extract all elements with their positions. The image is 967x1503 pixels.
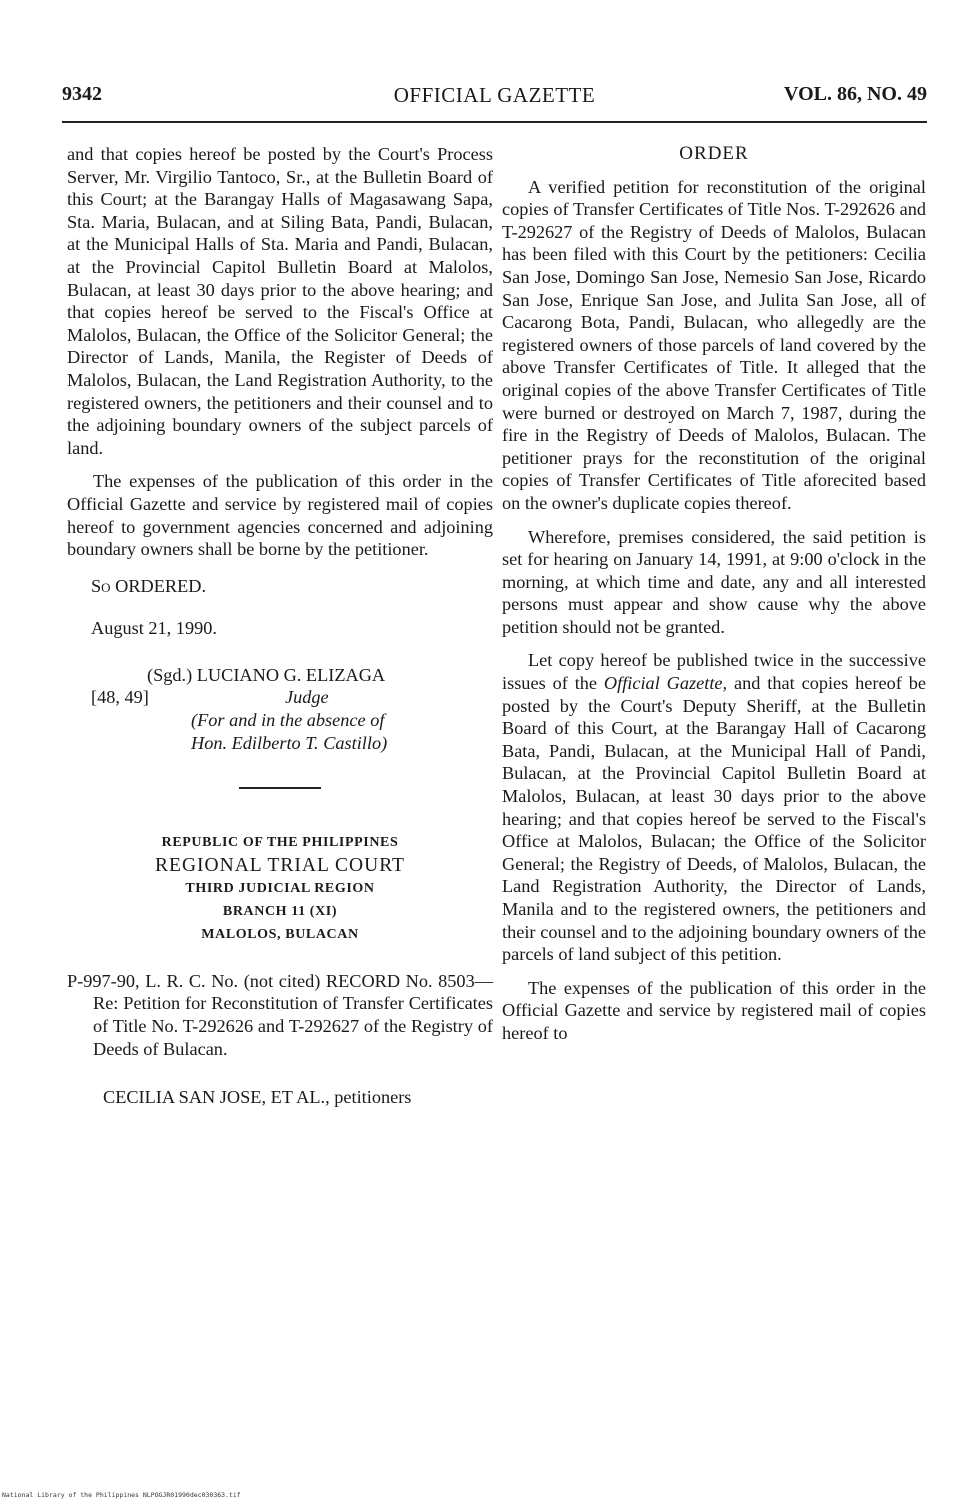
court-name: REGIONAL TRIAL COURT [155, 854, 405, 876]
signatory-title: Judge [285, 686, 329, 707]
page-number: 9342 [62, 83, 102, 105]
right-paragraph-3-start: Let copy hereof be published twice in the successive issues of the [502, 650, 926, 694]
court-region: THIRD JUDICIAL REGION [185, 880, 375, 896]
issue-refs: [48, 49] [91, 686, 149, 707]
right-paragraph-3-end: and that copies hereof be posted by the Court's Deputy Sheriff, at the Bulletin Board of this Court, at the Barangay Hall of Cacarong Bata, Pandi, Bulacan, at the Municipal Hall of Pandi, Bulacan, at the Provincial Capitol Bulletin Board at Malolos, Bulacan, at least 30 days prior to the above hearing; and that copies hereof be served to the Fiscal's Office at Malolos, Bulacan; the Office of the Solicitor General; the Registry of Deeds, of Malolos, Bulacan, the Land Registration Authority, the Director of Lands, Manila and to the registered owners, the petitioners and their counsel and to the adjoining boundary owners of the parcels of land subject of this petition. [502, 673, 927, 965]
case-caption [67, 970, 493, 1060]
case-parties [67, 1086, 493, 1109]
so-ordered: So ORDERED. [91, 575, 207, 596]
left-paragraph-1: and that copies hereof be posted by the Court's Process Server, Mr. Virgilio Tantoco, Sr., at the Bulletin Board of this Court; at the Barangay Halls of Magasawang Sapa, Sta. Maria, Bulacan, and at Siling Bata, Pandi, Bulacan, at the Municipal Halls of Sta. Maria and Pandi, Bulacan, at the Provincial Capitol Bulletin Board at Malolos, Bulacan, at least 30 days prior to the above hearing; and that copies hereof be served to the Fiscal's Office at Malolos, Bulacan, the Office of the Solicitor General; the Director of Lands, Manila, the Register of Deeds of Malolos, Bulacan, the Land Registration Authority, to the registered owners, the petitioners and their counsel and to the adjoining boundary owners of the subject parcels of land. [67, 144, 493, 458]
case-title: —Re: Petition for Reconstitution of Transfer Certificates of Title No. T-292626 and T-292627 of the Registry of Deeds of Bulacan. [93, 970, 493, 1059]
right-paragraph-2: Wherefore, premises considered, the said petition is set for hearing on January 14, 1991, at 9:00 o'clock in the morning, at which time and date, any and all interested persons must appear and show cause why the above petition should not be granted. [502, 526, 926, 637]
right-paragraph-4: The expenses of the publication of this order in the Official Gazette and service by registered mail of copies hereof to [502, 977, 926, 1043]
right-paragraph-3 [502, 649, 926, 965]
right-column [502, 143, 926, 1056]
left-paragraph-2: The expenses of the publication of this order in the Official Gazette and service by registered mail of copies hereof to government agencies concerned and adjoining boundary owners shall be borne by the petitioner. [67, 471, 493, 560]
header-rule [62, 121, 927, 123]
gazette-name-italic: Official Gazette, [603, 673, 728, 694]
issue-reference: VOL. 86, NO. 49 [784, 83, 927, 105]
right-paragraph-1: A verified petition for reconstitution of the original copies of Transfer Certificates of Title Nos. T-292626 and T-292627 of the Registry of Deeds of Malolos, Bulacan has been filed with this Court by the petitioners: Cecilia San Jose, Domingo San Jose, Nemesio San Jose, Ricardo San Jose, Enrique San Jose, and Julita San Jose, all of Cacarong Bota, Pandi, Bulacan, who allegedly are the registered owners of those parcels of land covered by the above Transfer Certificates of Title. It alleged that the original copies of the above Transfer Certificates of Title were burned or destroyed on March 7, 1987, during the fire in the Registry of Deeds of Malolos, Bulacan. The petitioner prays for the reconstitution of the original copies of Transfer Certificates of Title aforecited based on the owner's duplicate copies thereof. [502, 176, 926, 513]
court-republic: REPUBLIC OF THE PHILIPPINES [161, 834, 399, 850]
left-column [67, 143, 493, 1120]
absence-note-line-1: (For and in the absence of [191, 709, 385, 730]
footer-credit: National Library of the Philippines NLPOGJR01990dec030363.tif [2, 1491, 241, 1499]
absence-note-line-2: Hon. Edilberto T. Castillo) [191, 732, 388, 753]
order-date: August 21, 1990. [91, 618, 217, 639]
page-header [62, 83, 927, 115]
signatory-name: (Sgd.) LUCIANO G. ELIZAGA [147, 664, 386, 685]
petitioner-name: CECILIA SAN JOSE, ET AL. [103, 1087, 326, 1108]
gazette-title: OFFICIAL GAZETTE [393, 83, 596, 107]
court-location: MALOLOS, BULACAN [201, 926, 359, 942]
petitioner-role: , petitioners [325, 1087, 412, 1108]
signature-block [67, 664, 493, 759]
case-number: P-997-90, L. R. C. No. (not cited) RECORD No. 8503 [67, 970, 475, 991]
court-heading [67, 831, 493, 946]
order-heading: ORDER [679, 143, 749, 164]
section-divider [239, 787, 321, 789]
court-branch: BRANCH 11 (XI) [222, 903, 338, 919]
